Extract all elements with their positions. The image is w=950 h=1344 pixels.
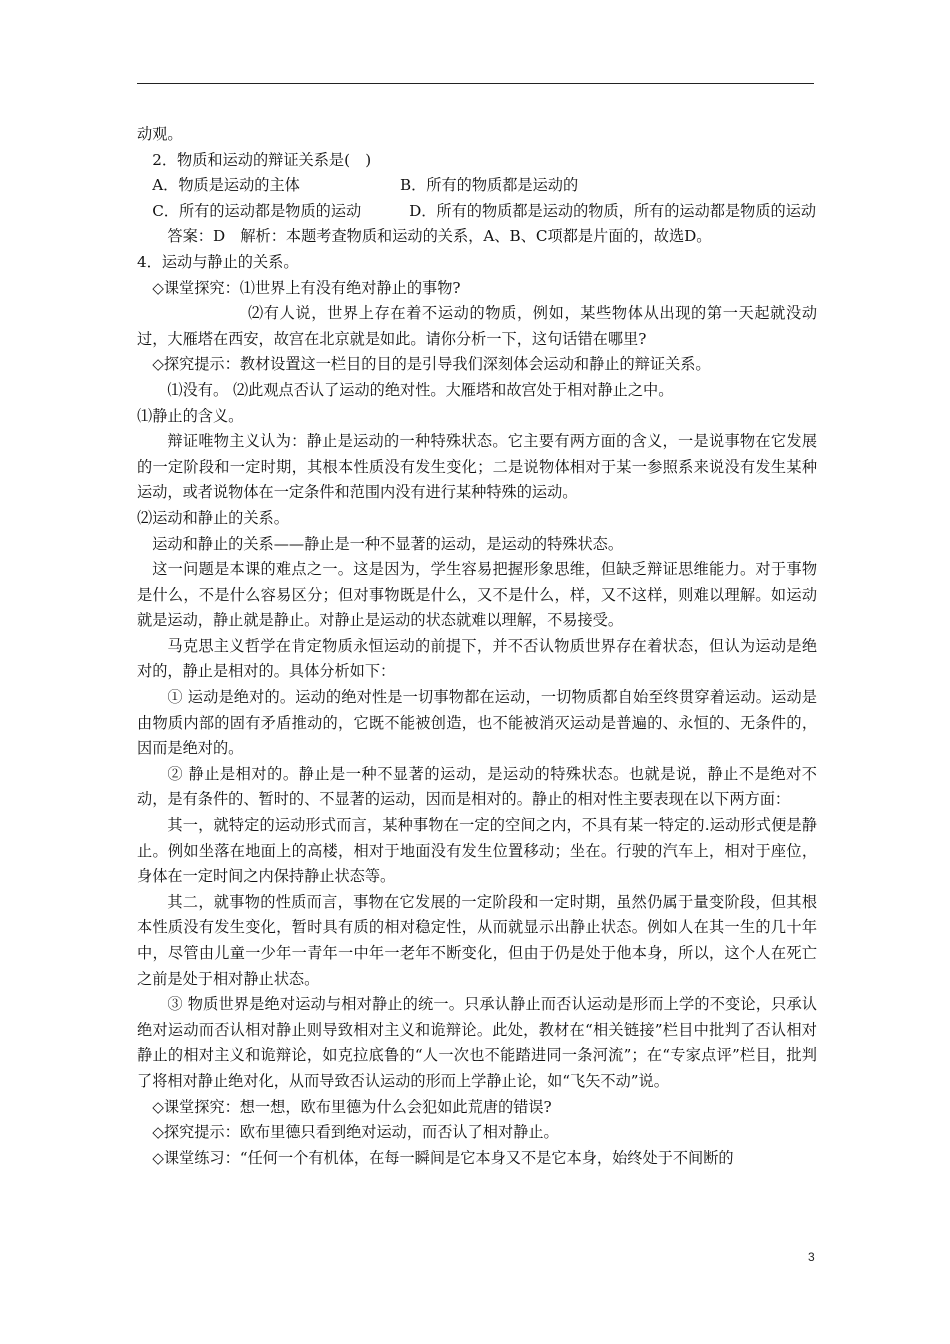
options-row-cd (137, 199, 817, 225)
section-heading: 4．运动与静止的关系。 (137, 252, 299, 271)
paragraph: 这一问题是本课的难点之一。这是因为，学生容易把握形象思维，但缺乏辩证思维能力。对于事物是什么，不是什么容易区分；但对事物既是什么，又不是什么，样，又不这样，则难以理解。如运动就是运动，静止就是静止。对静止是运动的状态就难以理解，不易接受。 (137, 560, 817, 630)
answer-line: 答案：D 解析：本题考查物质和运动的关系，A、B、C项都是片面的，故选D。 (167, 227, 712, 246)
option-b: B．所有的物质都是运动的 (399, 176, 579, 195)
question-2: 2．物质和运动的辩证关系是( ) (152, 150, 372, 169)
class-explore: ◇课堂探究：⑴世界上有没有绝对静止的事物? (152, 278, 461, 297)
option-c: C．所有的运动都是物质的运动 (152, 201, 362, 220)
header-rule (137, 83, 814, 84)
subheading: ⑴静止的含义。 (137, 406, 244, 425)
page-number: 3 (808, 1250, 815, 1264)
options-row-ab (137, 173, 817, 199)
explore-hint: ◇探究提示：教材设置这一栏目的目的是引导我们深刻体会运动和静止的辩证关系。 (152, 355, 711, 374)
class-explore: ◇课堂探究：想一想，欧布里德为什么会犯如此荒唐的错误? (152, 1097, 552, 1116)
paragraph: 其二，就事物的性质而言，事物在它发展的一定阶段和一定时期，虽然仍属于量变阶段，但其根本性质没有发生变化，暂时具有质的相对稳定性，从而就显示出静止状态。例如人在其一生的几十年中，尽管由儿童一少年一青年一中年一老年不断变化，但由于仍是处于他本身，所以，这个人在死亡之前是处于相对静止状态。 (137, 892, 817, 988)
paragraph: ③ 物质世界是绝对运动与相对静止的统一。只承认静止而否认运动是形而上学的不变论，只承认绝对运动而否认相对静止则导致相对主义和诡辩论。此处，教材在“相关链接”栏目中批判了否认相对静止的相对主义和诡辩论，如克拉底鲁的“人一次也不能踏进同一条河流”；在“专家点评”栏目，批判了将相对静止绝对化，从而导致否认运动的形而上学静止论，如“飞矢不动”说。 (137, 995, 817, 1090)
paragraph: ① 运动是绝对的。运动的绝对性是一切事物都在运动，一切物质都自始至终贯穿着运动。运动是由物质内部的固有矛盾推动的，它既不能被创造，也不能被消灭运动是普遍的、永恒的、无条件的，因而是绝对的。 (137, 688, 817, 758)
option-a: A．物质是运动的主体 (152, 176, 300, 195)
paragraph: 马克思主义哲学在肯定物质永恒运动的前提下，并不否认物质世界存在着状态，但认为运动是绝对的，静止是相对的。具体分析如下： (137, 636, 817, 681)
paragraph: 运动和静止的关系——静止是一种不显著的运动，是运动的特殊状态。 (152, 534, 623, 553)
document-body (137, 122, 817, 1171)
text-line: 动观。 (137, 125, 183, 143)
option-d: D．所有的物质都是运动的物质，所有的运动都是物质的运动 (409, 201, 817, 220)
class-explore-2: ⑵有人说，世界上存在着不运动的物质，例如，某些物体从出现的第一天起就没动过，大雁塔在西安，故宫在北京就是如此。请你分析一下，这句话错在哪里? (137, 304, 817, 348)
explore-hint: ◇探究提示：欧布里德只看到绝对运动，而否认了相对静止。 (152, 1123, 559, 1142)
subheading: ⑵运动和静止的关系。 (137, 508, 289, 527)
explore-hint-answer: ⑴没有。 ⑵此观点否认了运动的绝对性。大雁塔和故宫处于相对静止之中。 (167, 380, 674, 399)
paragraph: 其一，就特定的运动形式而言，某种事物在一定的空间之内，不具有某一特定的.运动形式便是静止。例如坐落在地面上的高楼，相对于地面没有发生位置移动；坐在。行驶的汽车上，相对于座位，身体在一定时间之内保持静止状态等。 (137, 816, 817, 886)
class-practice: ◇课堂练习：“任何一个有机体，在每一瞬间是它本身又不是它本身，始终处于不间断的 (152, 1148, 734, 1167)
paragraph: ② 静止是相对的。静止是一种不显著的运动，是运动的特殊状态。也就是说，静止不是绝对不动，是有条件的、暂时的、不显著的运动，因而是相对的。静止的相对性主要表现在以下两方面： (137, 764, 817, 809)
paragraph: 辩证唯物主义认为：静止是运动的一种特殊状态。它主要有两方面的含义，一是说事物在它发展的一定阶段和一定时期，其根本性质没有发生变化；二是说物体相对于某一参照系来说没有发生某种运动，或者说物体在一定条件和范围内没有进行某种特殊的运动。 (137, 432, 817, 502)
